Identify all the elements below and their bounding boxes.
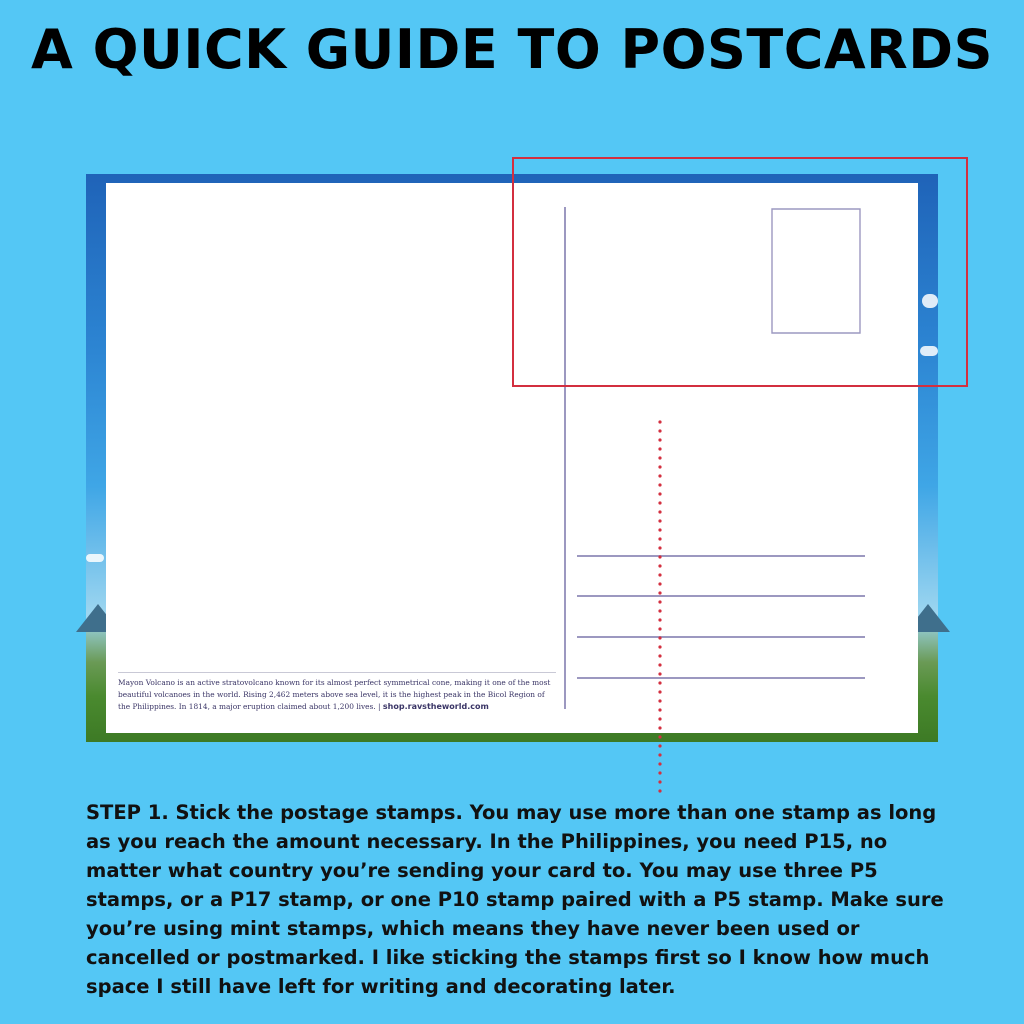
shop-link[interactable]: shop.ravstheworld.com xyxy=(382,702,489,711)
caption-separator: | xyxy=(378,702,381,711)
cloud xyxy=(86,554,104,562)
address-line xyxy=(577,595,865,597)
address-line xyxy=(577,555,865,557)
address-line xyxy=(577,677,865,679)
caption-text: Mayon Volcano is an active stratovolcano known for its almost perfect symmetrical cone, making it one of the most beautiful volcanoes in the world. Rising 2,462 meters above sea level, it is the highest peak in the Bicol Region of the Philippines. In 1814, a major eruption claimed about 1,200 lives. xyxy=(118,678,551,711)
page-title: A QUICK GUIDE TO POSTCARDS xyxy=(31,18,993,81)
postcard-caption xyxy=(118,672,556,713)
stamp-area-highlight-box xyxy=(512,157,968,387)
step-description: STEP 1. Stick the postage stamps. You may use more than one stamp as long as you reach the amount necessary. In the Philippines, you need P15, no matter what country you’re sending your card to. You may use three P5 stamps, or a P17 stamp, or one P10 stamp paired with a P5 stamp. Make sure you’re using mint stamps, which means they have never been used or cancelled or postmarked. I like sticking the stamps first so I know how much space I still have left for writing and decorating later. xyxy=(86,801,944,998)
dotted-pointer-line xyxy=(658,420,662,798)
address-line xyxy=(577,636,865,638)
